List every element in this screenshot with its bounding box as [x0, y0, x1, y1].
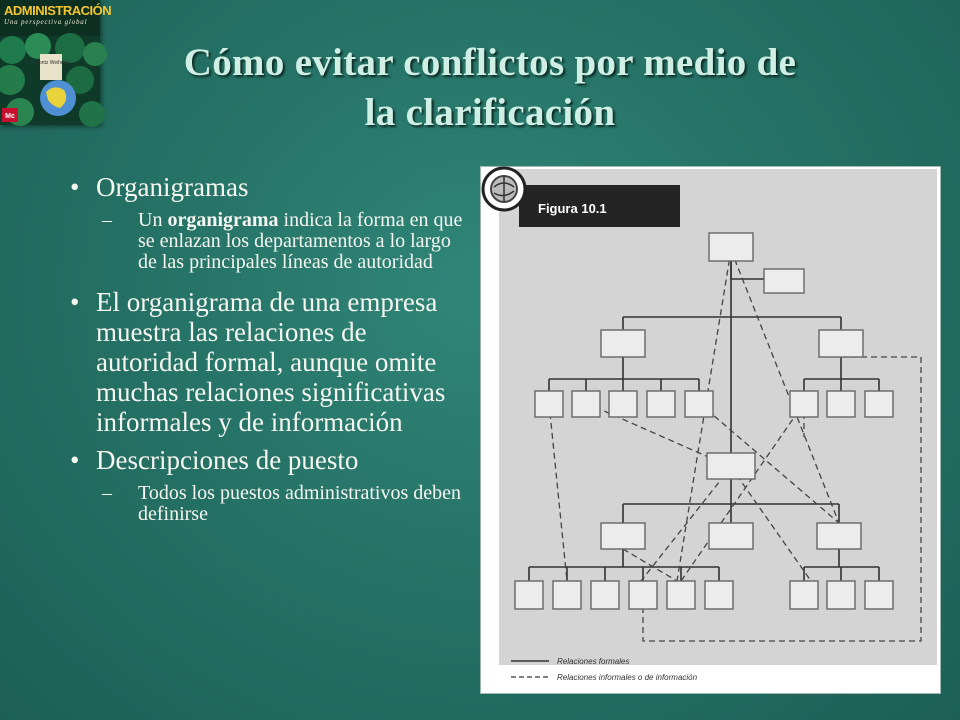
dash-marker: –: [102, 209, 112, 231]
bullet-marker: •: [70, 172, 80, 202]
sub-item-puestos: [70, 483, 470, 525]
bullet-item-descripciones: [70, 445, 470, 475]
org-box-top: [709, 233, 753, 261]
sub-text: Todos los puestos administrativos deben definirse: [138, 482, 462, 525]
legend-informal-label: Relaciones informales o de información: [557, 673, 698, 682]
sub-text-bold: organigrama: [167, 209, 279, 231]
book-subtitle: Una perspectiva global: [4, 18, 88, 26]
bullet-text: El organigrama de una empresa muestra las relaciones de autoridad formal, aunque omite muchas relaciones significativas informales y de información: [96, 287, 446, 437]
bullet-list: [70, 172, 470, 539]
slide-title-line2: la clarificación: [364, 91, 616, 134]
mini-book-icon: [40, 54, 62, 80]
bullet-text: Organigramas: [96, 172, 249, 202]
org-chart-svg: [481, 167, 940, 693]
dash-marker: –: [102, 482, 112, 504]
org-box-middle: [707, 453, 755, 479]
org-chart-figure: [480, 166, 941, 694]
slide-title-line1: Cómo evitar conflictos por medio de: [183, 41, 797, 84]
sub-text-pre: Un: [138, 209, 168, 231]
bullet-item-empresa: [70, 287, 470, 437]
bullet-marker: •: [70, 445, 80, 475]
bullet-item-organigramas: [70, 172, 470, 202]
book-title: ADMINISTRACIÓN: [4, 3, 112, 18]
bullet-marker: •: [70, 287, 80, 317]
svg-text:Mc: Mc: [5, 113, 15, 120]
slide-title: [60, 38, 920, 138]
book-cover-band: [0, 0, 112, 36]
org-box-dept-right: [819, 330, 863, 357]
book-authors: Koontz Weihrich: [32, 60, 70, 66]
bullet-text: Descripciones de puesto: [96, 445, 359, 475]
org-box-staff: [764, 269, 804, 293]
figure-label: Figura 10.1: [538, 201, 607, 216]
legend-formal-label: Relaciones formales: [557, 657, 630, 666]
sub-item-organigrama: [70, 210, 470, 273]
org-box-dept-left: [601, 330, 645, 357]
sub-text-post: indica la forma en que se enlazan los departamentos a lo largo de las principales líneas de autoridad: [138, 209, 463, 273]
